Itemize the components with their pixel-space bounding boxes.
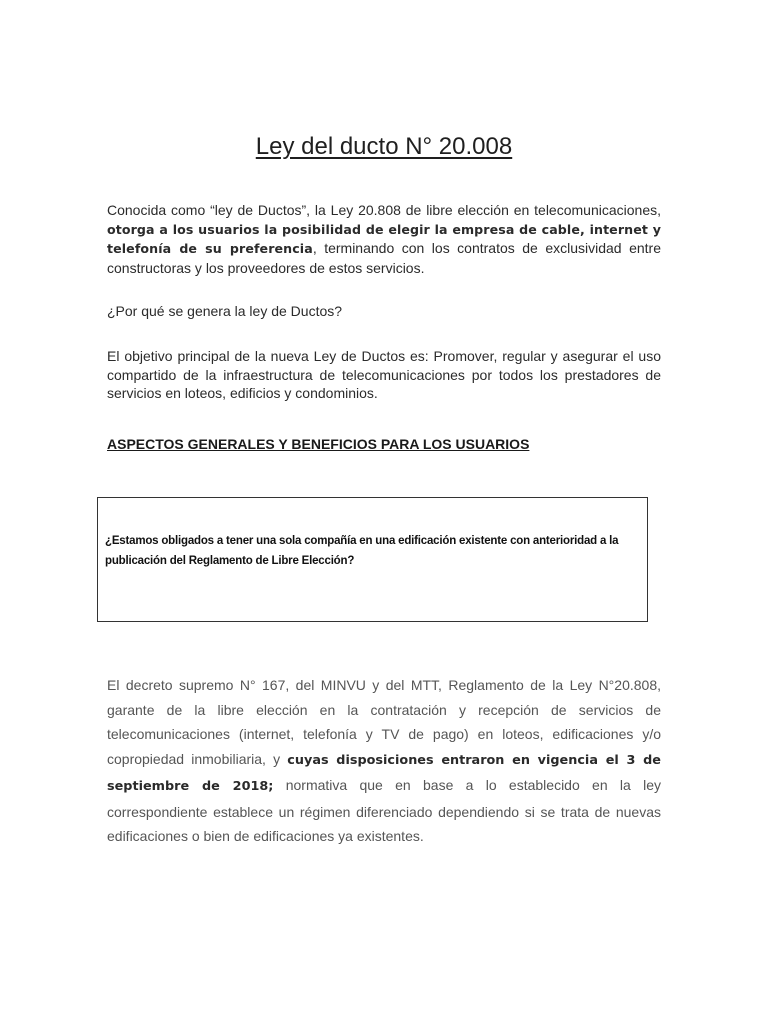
intro-text-end: , terminando con los contratos de exclusividad entre constructoras y los proveedores de estos servicios. bbox=[107, 240, 661, 276]
question-paragraph: ¿Por qué se genera la ley de Ductos? bbox=[107, 303, 343, 319]
objective-paragraph: El objetivo principal de la nueva Ley de Ductos es: Promover, regular y asegurar el uso compartido de la infraestructura de telecomunicaciones por todos los prestadores de servicios en loteos, edificios y condominios. bbox=[107, 348, 661, 401]
question-box bbox=[97, 497, 648, 622]
intro-text-start: Conocida como “ley de Ductos”, la Ley 20.808 de libre elección en telecomunicaciones, bbox=[107, 202, 661, 218]
decree-text-end: normativa que en base a lo establecido en la ley correspondiente establece un régimen diferenciado dependiendo si se trata de nuevas edificaciones o bien de edificaciones ya existentes. bbox=[107, 777, 662, 844]
decree-text-start: El decreto supremo N° 167, del MINVU y del MTT, Reglamento de la Ley N°20.808, garante de la libre elección en la contratación y recepción de servicios de telecomunicaciones (internet, telefonía y TV de pago) en loteos, edificaciones y/o copropiedad inmobiliaria, y bbox=[107, 677, 661, 767]
decree-text-bold: cuyas disposiciones entraron en vigencia el 3 de septiembre de 2018; bbox=[107, 752, 661, 794]
intro-text-bold: otorga a los usuarios la posibilidad de elegir la empresa de cable, internet y telefonía de su preferencia bbox=[107, 221, 661, 256]
decree-paragraph bbox=[107, 673, 661, 849]
intro-paragraph bbox=[107, 201, 661, 277]
box-question-text: ¿Estamos obligados a tener una sola compañía en una edificación existente con anterioridad a la publicación del Reglamento de Libre Elección? bbox=[105, 535, 619, 567]
section-heading: ASPECTOS GENERALES Y BENEFICIOS PARA LOS USUARIOS bbox=[107, 436, 530, 452]
document-title: Ley del ducto N° 20.008 bbox=[255, 133, 513, 160]
